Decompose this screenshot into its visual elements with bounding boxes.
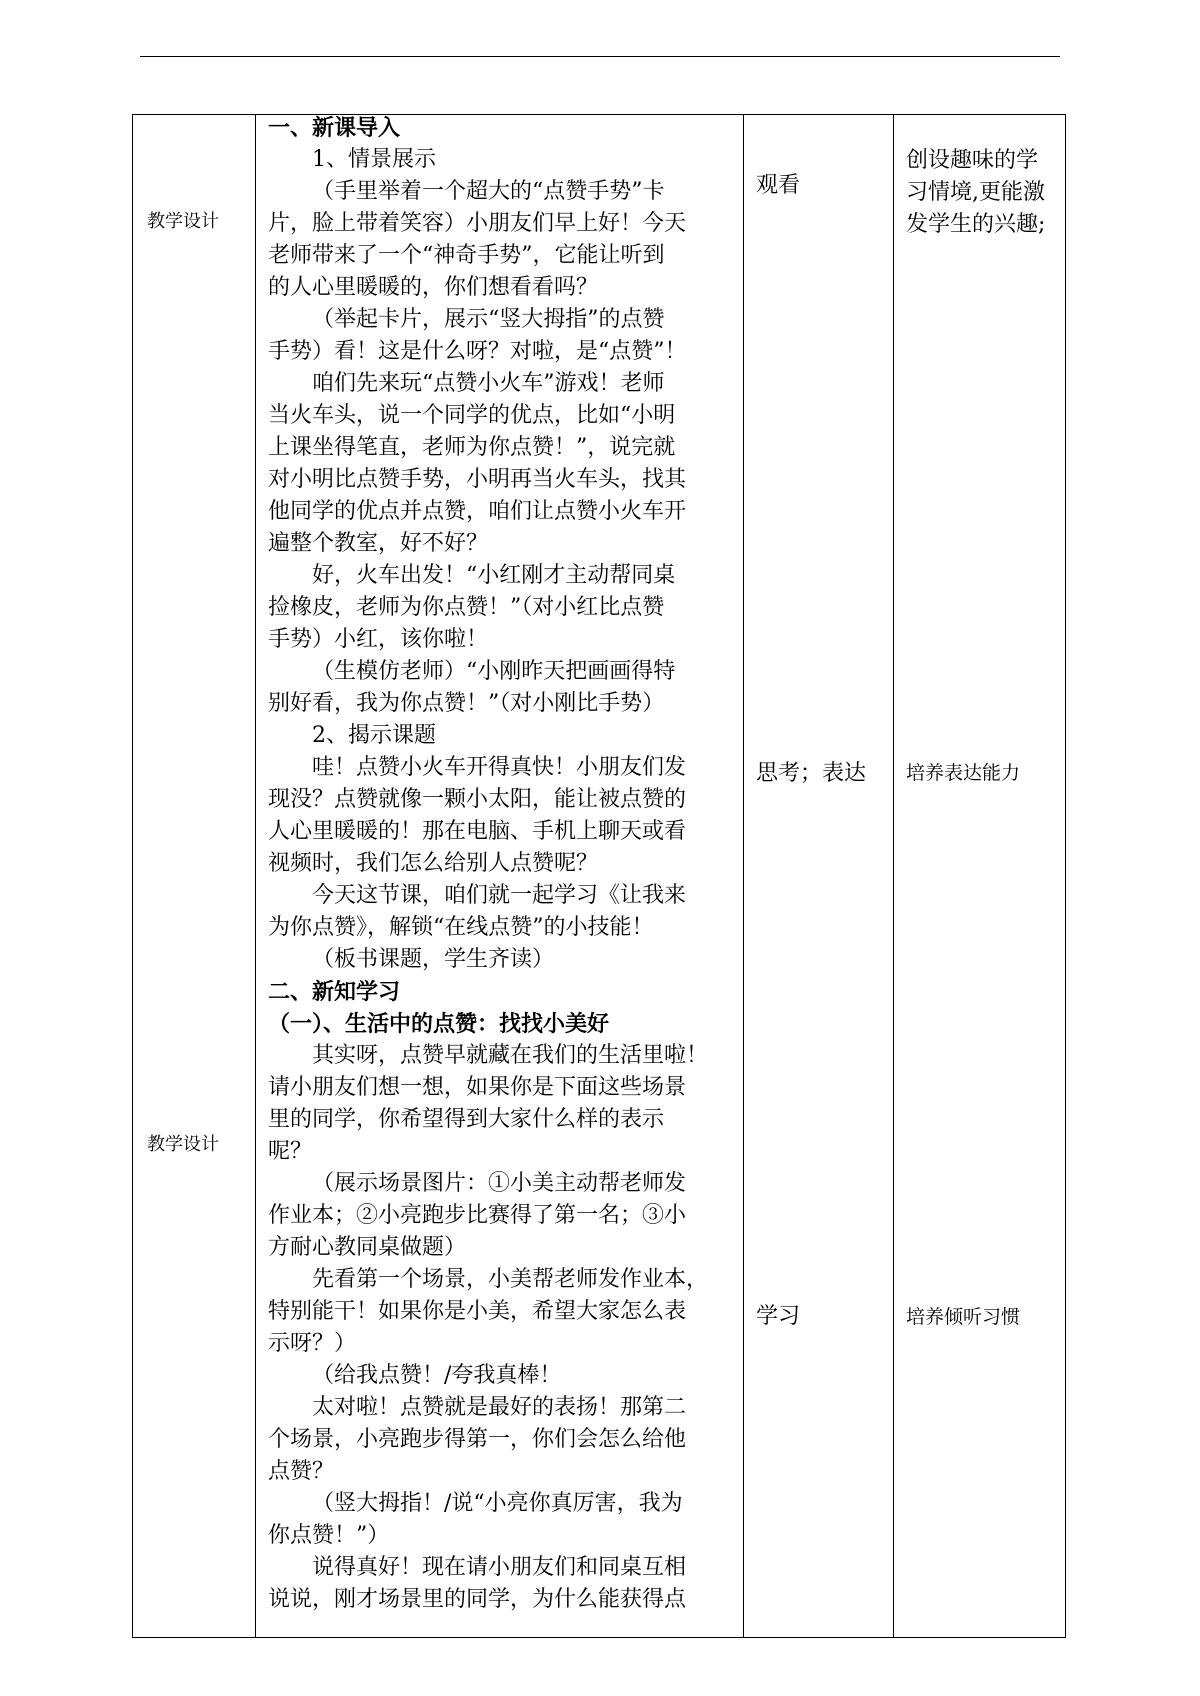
content-line: 特别能干！如果你是小美，希望大家怎么表 [268,1299,687,1324]
content-line: 遍整个教室，好不好？ [268,531,489,556]
content-line: （手里举着一个超大的“点赞手势”卡 [312,179,665,204]
content-line: 个场景，小亮跑步得第一，你们会怎么给他 [268,1427,687,1452]
content-line: 呢？ [268,1139,313,1164]
activity-learn: 学习 [756,1304,801,1329]
content-line: 说得真好！现在请小朋友们和同桌互相 [312,1555,687,1580]
intent-expression: 培养表达能力 [906,762,1021,784]
content-line: 的人心里暖暖的，你们想看看吗？ [268,275,599,300]
content-line: 现没？点赞就像一颗小太阳，能让被点赞的 [268,787,687,812]
content-line: 方耐心教同桌做题） [268,1235,467,1260]
section-label-cell [133,115,256,1638]
header-rule [140,56,1060,57]
content-line: （生模仿老师）“小刚昨天把画画得特 [312,659,676,684]
content-line: 请小朋友们想一想，如果你是下面这些场景 [268,1075,687,1100]
content-line: 点赞？ [268,1459,335,1484]
content-line: 一、新课导入 [268,115,401,141]
content-line: （一）、生活中的点赞：找找小美好 [268,1011,610,1037]
section-label-1: 教学设计 [147,211,219,232]
lesson-plan-table [132,114,1066,1638]
teaching-content [256,115,743,1637]
content-line: 当火车头，说一个同学的优点，比如“小明 [268,403,676,428]
activity-watch: 观看 [756,173,801,198]
content-line: 里的同学，你希望得到大家什么样的表示 [268,1107,665,1132]
student-activity-cell [744,115,894,1638]
content-line: 好，火车出发！“小红刚才主动帮同桌 [312,563,676,588]
content-line: 对小明比点赞手势，小明再当火车头，找其 [268,467,687,492]
intent-listening: 培养倾听习惯 [906,1306,1021,1328]
content-line: 说说，刚才场景里的同学，为什么能获得点 [268,1587,687,1612]
content-line: 手势）看！这是什么呀？对啦，是“点赞”！ [268,339,687,364]
activity-think-express: 思考；表达 [756,761,867,786]
intent-interest-line: 发学生的兴趣; [906,212,1046,237]
content-line: 老师带来了一个“神奇手势”，它能让听到 [268,243,665,268]
content-line: 咱们先来玩“点赞小火车”游戏！老师 [312,371,665,396]
content-line: 哇！点赞小火车开得真快！小朋友们发 [312,755,687,780]
teaching-content-cell [256,115,744,1638]
content-line: （给我点赞！/夸我真棒！ [312,1363,562,1388]
content-line: 2、揭示课题 [312,723,436,748]
content-line: 他同学的优点并点赞，咱们让点赞小火车开 [268,499,687,524]
content-line: （举起卡片，展示“竖大拇指”的点赞 [312,307,665,332]
content-line: 先看第一个场景，小美帮老师发作业本， [312,1267,709,1292]
content-line: 视频时，我们怎么给别人点赞呢？ [268,851,599,876]
content-line: 人心里暖暖的！那在电脑、手机上聊天或看 [268,819,687,844]
content-line: 为你点赞》，解锁“在线点赞”的小技能！ [268,915,654,940]
intent-interest-line: 习情境,更能激 [906,180,1045,205]
content-line: 今天这节课，咱们就一起学习《让我来 [312,883,687,908]
content-line: 别好看，我为你点赞！”（对小刚比手势） [268,691,665,716]
content-line: 你点赞！”） [268,1523,390,1548]
intent-interest [906,145,1045,241]
content-line: 手势）小红，该你啦！ [268,627,489,652]
content-line: 1、情景展示 [312,147,436,172]
section-label-2: 教学设计 [147,1134,219,1155]
content-line: 二、新知学习 [268,979,401,1005]
content-line: 捡橡皮，老师为你点赞！”（对小红比点赞 [268,595,665,620]
content-line: 作业本；②小亮跑步比赛得了第一名；③小 [268,1203,687,1228]
content-line: 示呀？） [268,1331,357,1356]
content-line: 片，脸上带着笑容）小朋友们早上好！今天 [268,211,687,236]
content-line: 其实呀，点赞早就藏在我们的生活里啦！ [312,1043,709,1068]
content-line: 太对啦！点赞就是最好的表扬！那第二 [312,1395,687,1420]
content-line: 上课坐得笔直，老师为你点赞！”，说完就 [268,435,676,460]
content-line: （竖大拇指！/说“小亮你真厉害，我为 [312,1491,683,1516]
content-line: （板书课题，学生齐读） [312,947,555,972]
design-intent-cell [894,115,1066,1638]
content-line: （展示场景图片：①小美主动帮老师发 [312,1171,687,1196]
intent-interest-line: 创设趣味的学 [906,148,1039,173]
